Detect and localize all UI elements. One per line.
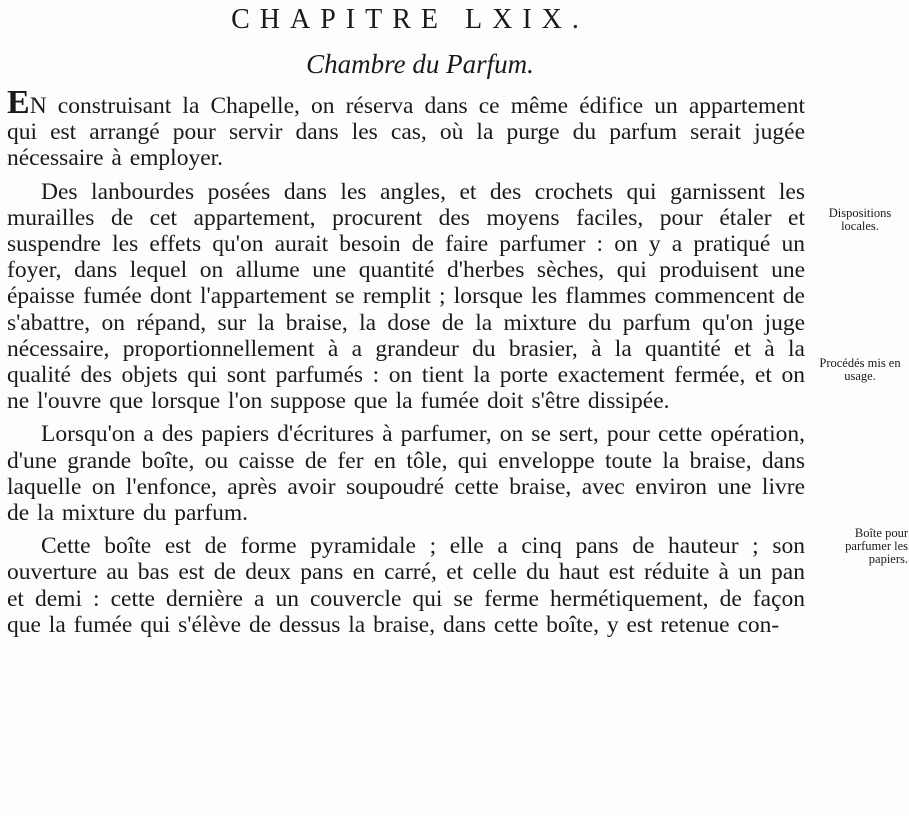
chapter-subtitle: Chambre du Parfum. — [306, 49, 534, 79]
margin-note-dispositions: Dispositions locales. — [828, 206, 892, 233]
drop-cap: E — [7, 84, 30, 121]
paragraph-3: Lorsqu'on a des papiers d'écritures à parfumer, on se sert, pour cette opération, d'une grande boîte, ou caisse de fer en tôle, qui enveloppe toute la braise, dans laquelle on l'enfonce, après avoir soupoudré cette braise, avec environ une livre de la mixture du parfum. — [7, 421, 805, 527]
paragraph-1 — [7, 84, 805, 172]
paragraph-4: Cette boîte est de forme pyramidale ; elle a cinq pans de hauteur ; son ouverture au bas est de deux pans en carré, et celle du haut est réduite à un pan et demi : cette dernière a un couvercle qui se ferme hermétiquement, de façon que la fumée qui s'élève de dessus la braise, dans cette boîte, y est retenue con- — [7, 533, 805, 638]
chapter-body — [7, 84, 805, 645]
margin-note-boite: Boîte pour parfumer les papiers. — [845, 526, 908, 566]
margin-note-procedes: Procédés mis en usage. — [819, 356, 901, 383]
paragraph-1-text: N construisant la Chapelle, on réserva dans ce même édifice un appartement qui est arrangé pour servir dans les cas, où la purge du parfum serait jugée nécessaire à employer. — [7, 93, 805, 172]
chapter-title: CHAPITRE LXIX. — [231, 4, 589, 35]
paragraph-2: Des lanbourdes posées dans les angles, et des crochets qui garnissent les murailles de cet appartement, procurent des moyens faciles, pour étaler et suspendre les effets qu'on aurait besoin de faire parfumer : on y a pratiqué un foyer, dans lequel on allume une quantité d'herbes sèches, qui produisent une épaisse fumée dont l'appartement se remplit ; lorsque les flammes commencent de s'abattre, on répand, sur la braise, la dose de la mixture du parfum qu'on juge nécessaire, proportionnellement à a grandeur du brasier, à la quantité et à la qualité des objets qui sont parfumés : on tient la porte exactement fermée, et on ne l'ouvre que lorsque l'on suppose que la fumée doit s'être dissipée. — [7, 178, 805, 415]
